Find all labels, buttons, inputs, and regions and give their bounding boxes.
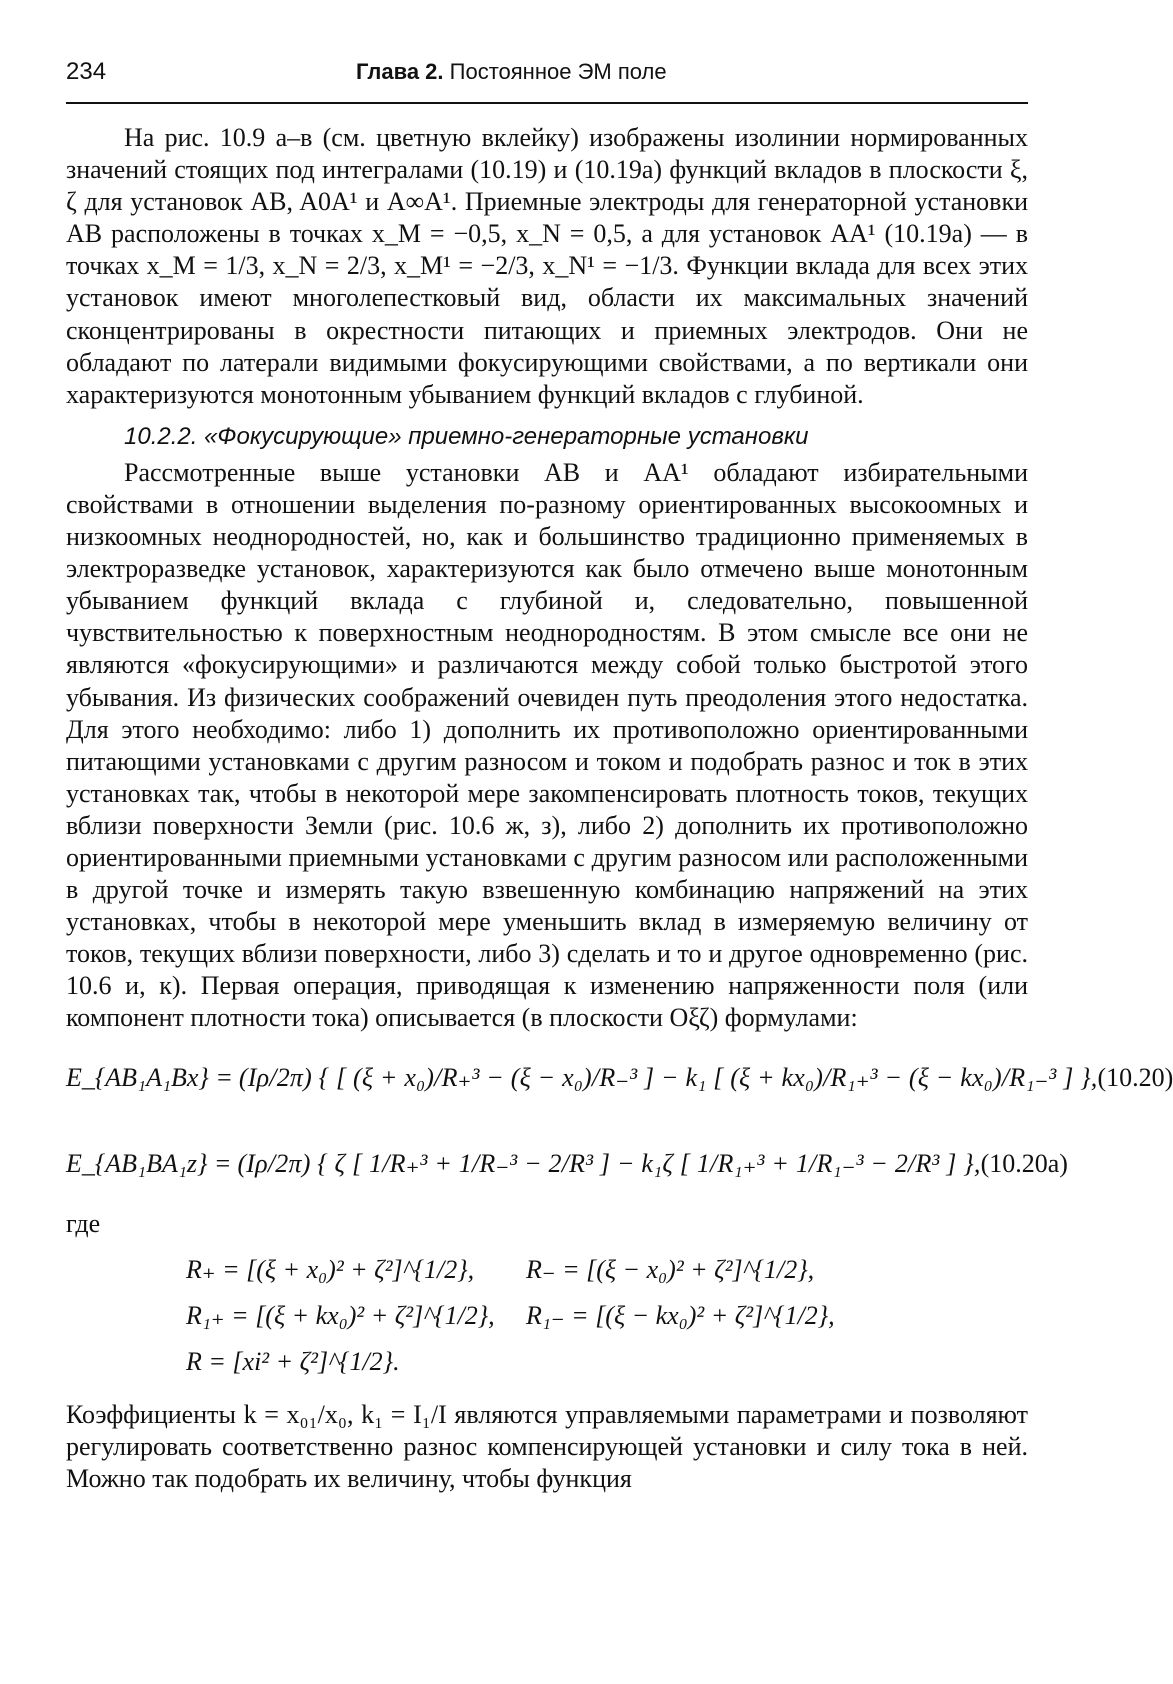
definition-row <box>186 1293 1028 1339</box>
equation-10-20 <box>66 1035 1173 1121</box>
paragraph-closing: Коэффициенты k = x₀₁/x₀, k₁ = I₁/I являются управляемыми параметрами и позволяют регулировать соответственно разнос компенсирующей установки и силу тока в ней. Можно так подобрать их величину, чтобы функция <box>66 1399 1028 1493</box>
definition: R₁₋ = [(ξ − kx₀)² + ζ²]^{1/2}, <box>526 1300 835 1330</box>
equation-rhs: (Iρ/2π) { ζ [ 1/R₊³ + 1/R₋³ − 2/R³ ] − k₁ζ [ 1/R₁₊³ + 1/R₁₋³ − 2/R³ ] }, <box>237 1148 981 1178</box>
chapter-name: Постоянное ЭМ поле <box>449 59 667 84</box>
chapter-title <box>356 59 667 85</box>
header-rule <box>66 102 1028 104</box>
page-number: 234 <box>66 58 107 85</box>
definitions-block <box>186 1247 1028 1385</box>
equation-number: (10.20) <box>1097 1062 1173 1092</box>
equation-10-20a <box>66 1121 1068 1207</box>
definition-row <box>186 1339 1028 1385</box>
equation-rhs: (Iρ/2π) { [ (ξ + x₀)/R₊³ − (ξ − x₀)/R₋³ ] − k₁ [ (ξ + kx₀)/R₁₊³ − (ξ − kx₀)/R₁₋³ ] }, <box>238 1062 1098 1092</box>
chapter-label: Глава 2. <box>356 59 444 84</box>
paragraph-intro: На рис. 10.9 а–в (см. цветную вклейку) изображены изолинии нормированных значений стоящих под интегралами (10.19) и (10.19а) функций вкладов в плоскости ξ, ζ для установок AB, A0A¹ и A∞A¹. Приемные электроды для генераторной установки AB расположены в точках x_M = −0,5, x_N = 0,5, а для установок AA¹ (10.19а) — в точках x_M = 1/3, x_N = 2/3, x_M¹ = −2/3, x_N¹ = −1/3. Функции вклада для всех этих установок имеют многолепестковый вид, области их максимальных значений сконцентрированы в окрестности питающих и приемных электродов. Они не обладают по латерали видимыми фокусирующими свойствами, а по вертикали они характеризуются монотонным убыванием функций вкладов с глубиной. <box>66 123 1028 409</box>
definition: R₋ = [(ξ − x₀)² + ζ²]^{1/2}, <box>526 1254 815 1284</box>
definition: R₁₊ = [(ξ + kx₀)² + ζ²]^{1/2}, <box>186 1300 495 1330</box>
equation-lhs: E_{AB₁BA₁z} = <box>66 1148 232 1178</box>
paragraph-section: Рассмотренные выше установки AB и AA¹ обладают избирательными свойствами в отношении выделения по-разному ориентированных высокоомных и низкоомных неоднородностей, но, как и большинство традиционно применяемых в электроразведке установок, характеризуются как было отмечено выше монотонным убыванием функций вклада с глубиной и, следовательно, повышенной чувствительностью к поверхностным неоднородностям. В этом смысле все они не являются «фокусирующими» и различаются между собой только быстротой этого убывания. Из физических соображений очевиден путь преодоления этого недостатка. Для этого необходимо: либо 1) дополнить их противоположно ориентированными питающими установками с другим разносом и током и подобрать разнос и ток в этих установках так, чтобы в некоторой мере закомпенсировать плотность токов, текущих вблизи поверхности Земли (рис. 10.6 ж, з), либо 2) дополнить их противоположно ориентированными приемными установками с другим разносом или расположенными в другой точке и измерять такую взвешенную комбинацию напряжений на этих установках, чтобы в некоторой мере уменьшить вклад в измеряемую величину от токов, текущих вблизи поверхности, либо 3) сделать и то и другое одновременно (рис. 10.6 и, к). Первая операция, приводящая к изменению напряженности поля (или компонент плотности тока) описывается (в плоскости Oξζ) формулами: <box>66 457 1028 1033</box>
equation-lhs: E_{AB₁A₁Bx} = <box>66 1062 233 1092</box>
page <box>66 58 1173 1495</box>
definition: R = [xi² + ζ²]^{1/2}. <box>186 1346 400 1376</box>
equation-number: (10.20a) <box>980 1148 1068 1178</box>
section-heading: 10.2.2. «Фокусирующие» приемно-генераторные установки <box>124 422 809 450</box>
definition-row <box>186 1247 1028 1293</box>
where-label: где <box>66 1208 101 1238</box>
running-header <box>66 58 1028 96</box>
definition: R₊ = [(ξ + x₀)² + ζ²]^{1/2}, <box>186 1254 475 1284</box>
